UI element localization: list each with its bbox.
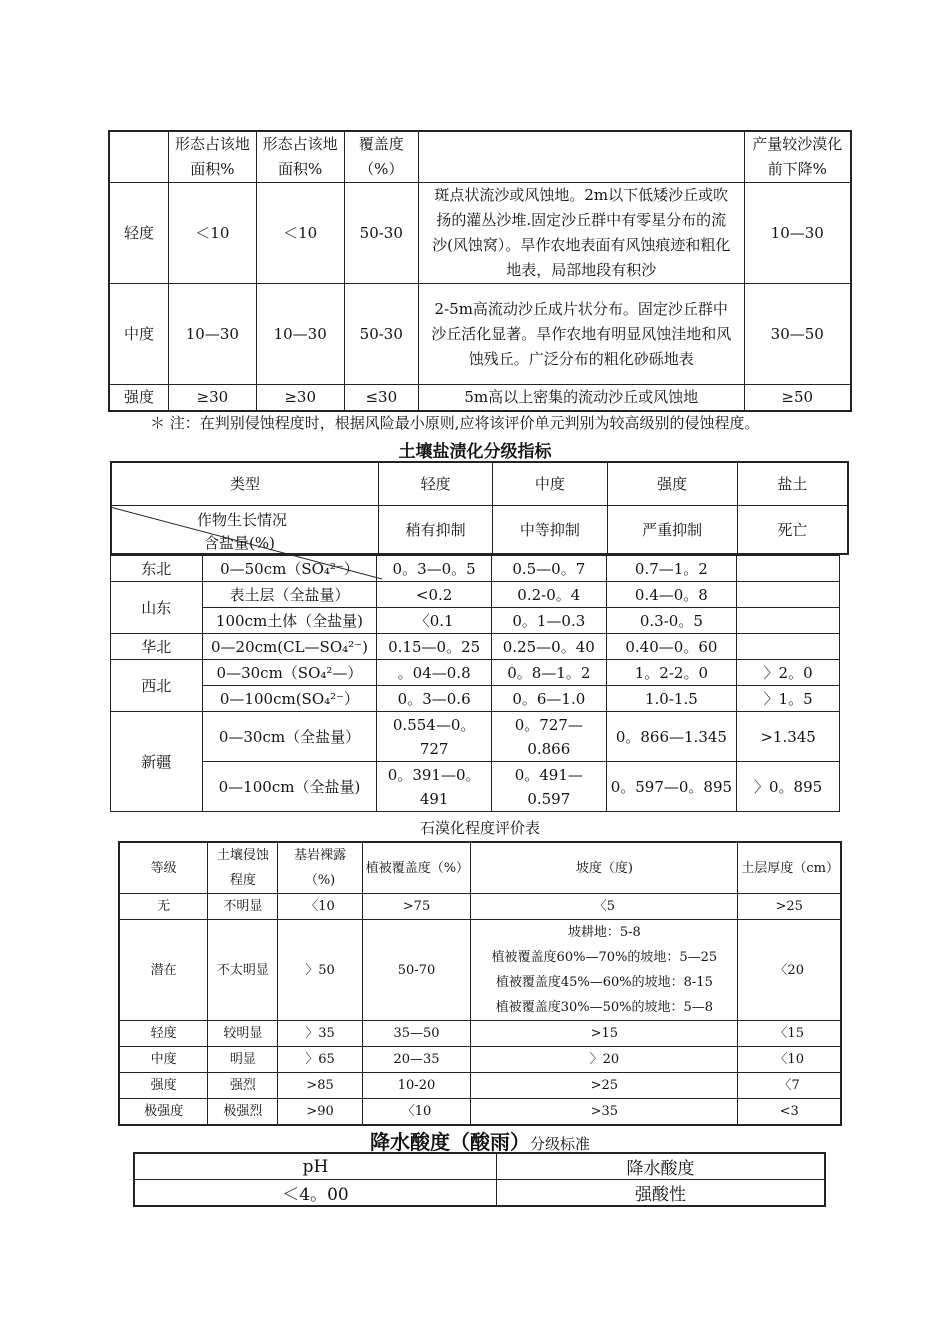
table-cell: 0。3—0。5 [377,556,492,582]
table-row [111,686,840,712]
table-cell: 〉2。0 [737,660,840,686]
table-cell: 0—30cm（全盐量） [202,712,377,762]
table-cell: 〉0。895 [737,762,840,812]
acid-table [133,1152,826,1207]
description-cell: 斑点状流沙或风蚀地。2m以下低矮沙丘或吹扬的灌丛沙堆.固定沙丘群中有零星分布的流沙(风蚀窝）。旱作农地表面有风蚀痕迹和粗化地表，局部地段有积沙 [418,183,744,284]
table-cell: ≤30 [344,385,418,412]
table-cell: 无 [119,894,208,920]
table-row [119,920,841,1021]
table-cell: 〈15 [738,1021,841,1047]
table-cell: 〈20 [738,920,841,1021]
table-cell: 〈7 [738,1073,841,1099]
table-cell: ＜10 [256,183,344,284]
header-cell: 强度 [607,462,737,505]
table-row [134,1180,825,1207]
table-cell: 10-20 [362,1073,471,1099]
table-cell: 10—30 [168,284,256,385]
table-cell: 0.15—0。25 [377,634,492,660]
header-cell: 土壤侵蚀程度 [208,842,278,894]
header-cell: pH [134,1153,497,1180]
table-header-row [119,842,841,894]
header-cell: 中度 [493,462,607,505]
table-cell: 不明显 [208,894,278,920]
table-row [111,582,840,608]
table-cell: 0。491—0.597 [491,762,606,812]
table-cell: 0。391—0。491 [377,762,492,812]
table-cell: ≥30 [256,385,344,412]
table-row [111,556,840,582]
table-cell: 〈10 [738,1047,841,1073]
table-cell: 0.40—0。60 [606,634,737,660]
table-cell: ≥30 [168,385,256,412]
table-cell: 潜在 [119,920,208,1021]
table-row [119,1021,841,1047]
header-cell: 降水酸度 [497,1153,826,1180]
table-cell: 0.2-0。4 [491,582,606,608]
table-cell: 0。3—0.6 [377,686,492,712]
growth-cell: 稍有抑制 [379,505,493,554]
table-cell: 强烈 [208,1073,278,1099]
table-cell [737,556,840,582]
table-cell: 1。2-2。0 [606,660,737,686]
region-cell: 东北 [111,556,203,582]
slope-line: 坡耕地：5-8 [567,925,641,940]
growth-cell: 死亡 [737,505,848,554]
table-cell: 100cm土体（全盐量) [202,608,377,634]
header-cell: 坡度（度) [471,842,738,894]
table-cell: 35—50 [362,1021,471,1047]
table-row [109,284,851,385]
table-cell: <3 [738,1099,841,1126]
table-row [111,762,840,812]
table-cell: <0.2 [377,582,492,608]
level-cell: 轻度 [109,183,168,284]
table-cell: 0.3-0。5 [606,608,737,634]
table-cell: 0.4—0。8 [606,582,737,608]
table-cell: 50-70 [362,920,471,1021]
region-cell: 山东 [111,582,203,634]
table-row [119,1099,841,1126]
table-cell: 0—50cm（SO₄²⁻） [202,556,377,582]
table-cell: 0.5—0。7 [491,556,606,582]
table-cell: >85 [278,1073,362,1099]
region-cell: 华北 [111,634,203,660]
table-cell: 1.0-1.5 [606,686,737,712]
table-cell: ＜4。00 [134,1180,497,1207]
table-cell: 〉65 [278,1047,362,1073]
table-cell: >15 [471,1021,738,1047]
header-cell [418,131,744,183]
header-cell: 形态占该地面积% [168,131,256,183]
table-cell: 极强烈 [208,1099,278,1126]
table-cell: 0。1—0.3 [491,608,606,634]
acid-title-sub: 分级标准 [529,1135,590,1153]
level-cell: 强度 [109,385,168,412]
table-cell: 0—100cm(SO₄²⁻） [202,686,377,712]
table-row [111,660,840,686]
slope-cell [471,920,738,1021]
table-cell: >25 [738,894,841,920]
table-row [111,634,840,660]
table-cell: 10—30 [256,284,344,385]
table-cell: ≥50 [744,385,851,412]
growth-cell: 中等抑制 [493,505,607,554]
table-cell: 10—30 [744,183,851,284]
table-row [109,385,851,412]
table-cell: 中度 [119,1047,208,1073]
header-cell: 土层厚度（cm） [738,842,841,894]
table-cell: >90 [278,1099,362,1126]
table-row [111,608,840,634]
erosion-note: ＊ 注：在判别侵蚀程度时，根据风险最小原则,应将该评价单元判别为较高级别的侵蚀程度。 [150,414,760,432]
table-cell: 。04—0.8 [377,660,492,686]
table-header-row [109,131,851,183]
region-cell: 新疆 [111,712,203,812]
table-cell: 轻度 [119,1021,208,1047]
header-cell: 类型 [111,462,379,505]
table-cell: >25 [471,1073,738,1099]
header-cell: 形态占该地面积% [256,131,344,183]
table-cell: 表土层（全盐量） [202,582,377,608]
slope-line: 植被覆盖度45%—60%的坡地：8-15 [495,975,713,990]
table-cell: 0。597—0。895 [606,762,737,812]
table-cell [737,582,840,608]
header-cell: 植被覆盖度（%） [362,842,471,894]
table-row [119,1073,841,1099]
table-cell [737,634,840,660]
table-cell: 0—30cm（SO₄²—） [202,660,377,686]
table-row [109,183,851,284]
table-row [119,894,841,920]
header-cell: 盐土 [737,462,848,505]
table-row [111,712,840,762]
rocky-table [118,841,842,1126]
table-cell: 0—20cm(CL—SO₄²⁻) [202,634,377,660]
desertification-table [108,130,852,412]
table-cell: ＜10 [168,183,256,284]
header-cell: 基岩裸露（%) [278,842,362,894]
level-cell: 中度 [109,284,168,385]
table-cell: 极强度 [119,1099,208,1126]
table-cell: 0。866—1.345 [606,712,737,762]
table-cell: 20—35 [362,1047,471,1073]
header-cell: 轻度 [379,462,493,505]
table-cell: 〉20 [471,1047,738,1073]
header-cell: 等级 [119,842,208,894]
table-cell: 0。6—1.0 [491,686,606,712]
table-cell: 0。727—0.866 [491,712,606,762]
diag-bottom-label: 含盐量(%) [204,533,275,552]
acid-title [0,1126,950,1155]
slope-line: 植被覆盖度60%—70%的坡地：5—25 [491,950,718,965]
table-cell: 不太明显 [208,920,278,1021]
description-cell: 5m高以上密集的流动沙丘或风蚀地 [418,385,744,412]
table-cell: 〉1。5 [737,686,840,712]
table-cell: 强度 [119,1073,208,1099]
table-cell: 〈10 [362,1099,471,1126]
diag-top-label: 作物生长情况 [197,510,288,529]
growth-cell: 严重抑制 [607,505,737,554]
table-cell: 〈5 [471,894,738,920]
table-header-row [111,462,848,505]
table-cell: >75 [362,894,471,920]
table-cell: 〈10 [278,894,362,920]
header-cell: 覆盖度（%） [344,131,418,183]
table-cell: 〉35 [278,1021,362,1047]
header-cell: 产量较沙漠化前下降% [744,131,851,183]
acid-title-main: 降水酸度（酸雨） [369,1130,530,1154]
table-cell: 较明显 [208,1021,278,1047]
table-cell: 0.7—1。2 [606,556,737,582]
table-cell: 〈0.1 [377,608,492,634]
table-cell: 50-30 [344,183,418,284]
table-cell: 0.25—0。40 [491,634,606,660]
table-cell [737,608,840,634]
table-cell: 〉50 [278,920,362,1021]
table-cell: 0—100cm（全盐量) [202,762,377,812]
table-cell: 30—50 [744,284,851,385]
region-cell: 西北 [111,660,203,712]
salinization-table [110,555,840,812]
table-cell: 强酸性 [497,1180,826,1207]
table-cell: 50-30 [344,284,418,385]
table-header-row [134,1153,825,1180]
table-cell: 明显 [208,1047,278,1073]
description-cell: 2-5m高流动沙丘成片状分布。固定沙丘群中沙丘活化显著。旱作农地有明显风蚀洼地和风蚀残丘。广泛分布的粗化砂砾地表 [418,284,744,385]
table-cell: >35 [471,1099,738,1126]
slope-line: 植被覆盖度30%—50%的坡地：5—8 [495,1000,714,1015]
table-row [119,1047,841,1073]
table-cell: >1.345 [737,712,840,762]
table-cell: 0。8—1。2 [491,660,606,686]
rocky-title: 石漠化程度评价表 [419,819,540,837]
salinization-title: 土壤盐渍化分级指标 [398,442,552,462]
header-cell [109,131,168,183]
table-cell: 0.554—0。727 [377,712,492,762]
